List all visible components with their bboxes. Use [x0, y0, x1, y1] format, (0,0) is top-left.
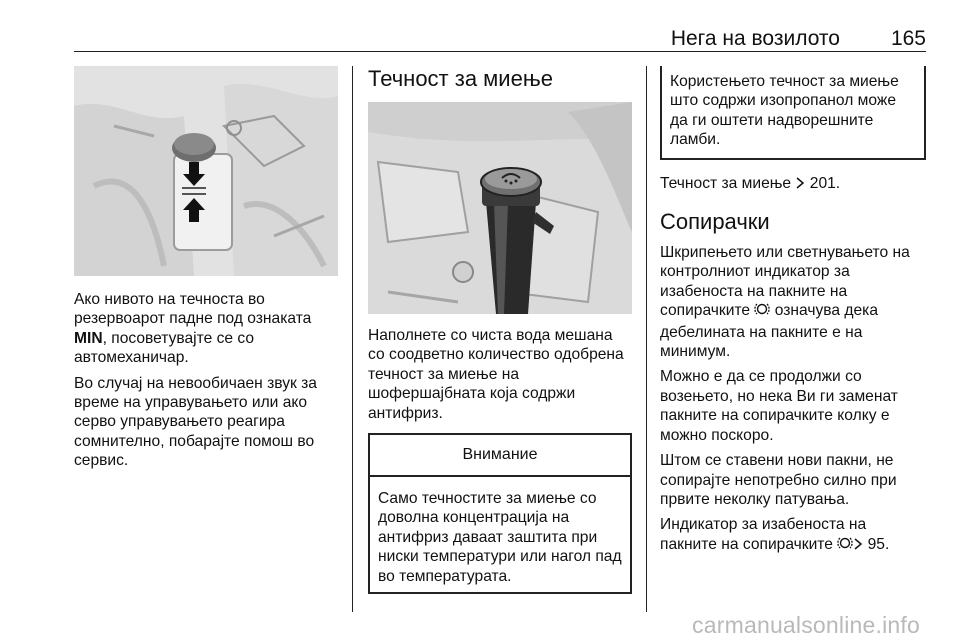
steering-fluid-reservoir-illustration [74, 66, 338, 276]
continue-driving-text: Можно е да се продолжи со возењето, но нека Ви ги заменат пакните на сопирачките колку е можно поскоро. [660, 368, 898, 444]
header-title: Нега на возилото [670, 27, 840, 50]
column-1 [74, 66, 338, 477]
watermark: carmanualsonline.info [692, 612, 920, 638]
caution-title: Внимание [370, 435, 630, 477]
header-rule [74, 51, 926, 52]
column-2 [368, 66, 632, 594]
brake-indicator-reference: Индикатор за изабеноста на пакните на сопирачките 95. [660, 515, 926, 556]
unusual-noise-text: Во случај на невообичаен звук за време на управувањето или ако серво управувањето реагира сомнително, побарајте помош во сервис. [74, 374, 317, 470]
washer-fill-instructions: Наполнете со чиста вода мешана со соодветно количество одобрена течност за миење на шофершајбната која содржи антифриз. [368, 327, 624, 422]
brake-wear-text: Шкрипењето или светнувањето на контролниот индикатор за изабеноста на пакните на сопирачките означува дека дебелината на пакните е на минимум. [660, 244, 910, 361]
page-header [74, 28, 926, 50]
new-pads-text: Штом се ставени нови пакни, не сопирајте непотребно силно при првите неколку патувања. [660, 452, 897, 508]
page-reference-icon [853, 537, 863, 556]
brakes-heading: Сопирачки [660, 209, 770, 235]
brake-wear-indicator-icon [837, 535, 853, 556]
caution-box [368, 433, 632, 594]
page-number: 165 [890, 27, 926, 50]
brake-wear-indicator-icon [754, 301, 770, 322]
caution-body: Само течностите за миење со доволна концентрација на антифриз даваат заштита при ниски температури или нагол пад во температурата. [378, 490, 622, 585]
page-reference-icon [795, 176, 805, 195]
column-3 [660, 66, 926, 562]
column-divider-2 [646, 66, 647, 612]
washer-fluid-heading: Течност за миење [368, 66, 553, 91]
reservoir-level-text: Ако нивото на течноста во резервоарот падне под ознаката MIN, посоветувајте се со автомеханичар. [74, 291, 312, 367]
isopropanol-note-box: Користењето течност за миење што содржи изопропанол може да ги оштети надворешните ламби. [660, 66, 926, 160]
washer-fluid-reservoir-illustration [368, 102, 632, 314]
column-divider-1 [352, 66, 353, 612]
washer-fluid-reference: Течност за миење 201. [660, 174, 926, 195]
